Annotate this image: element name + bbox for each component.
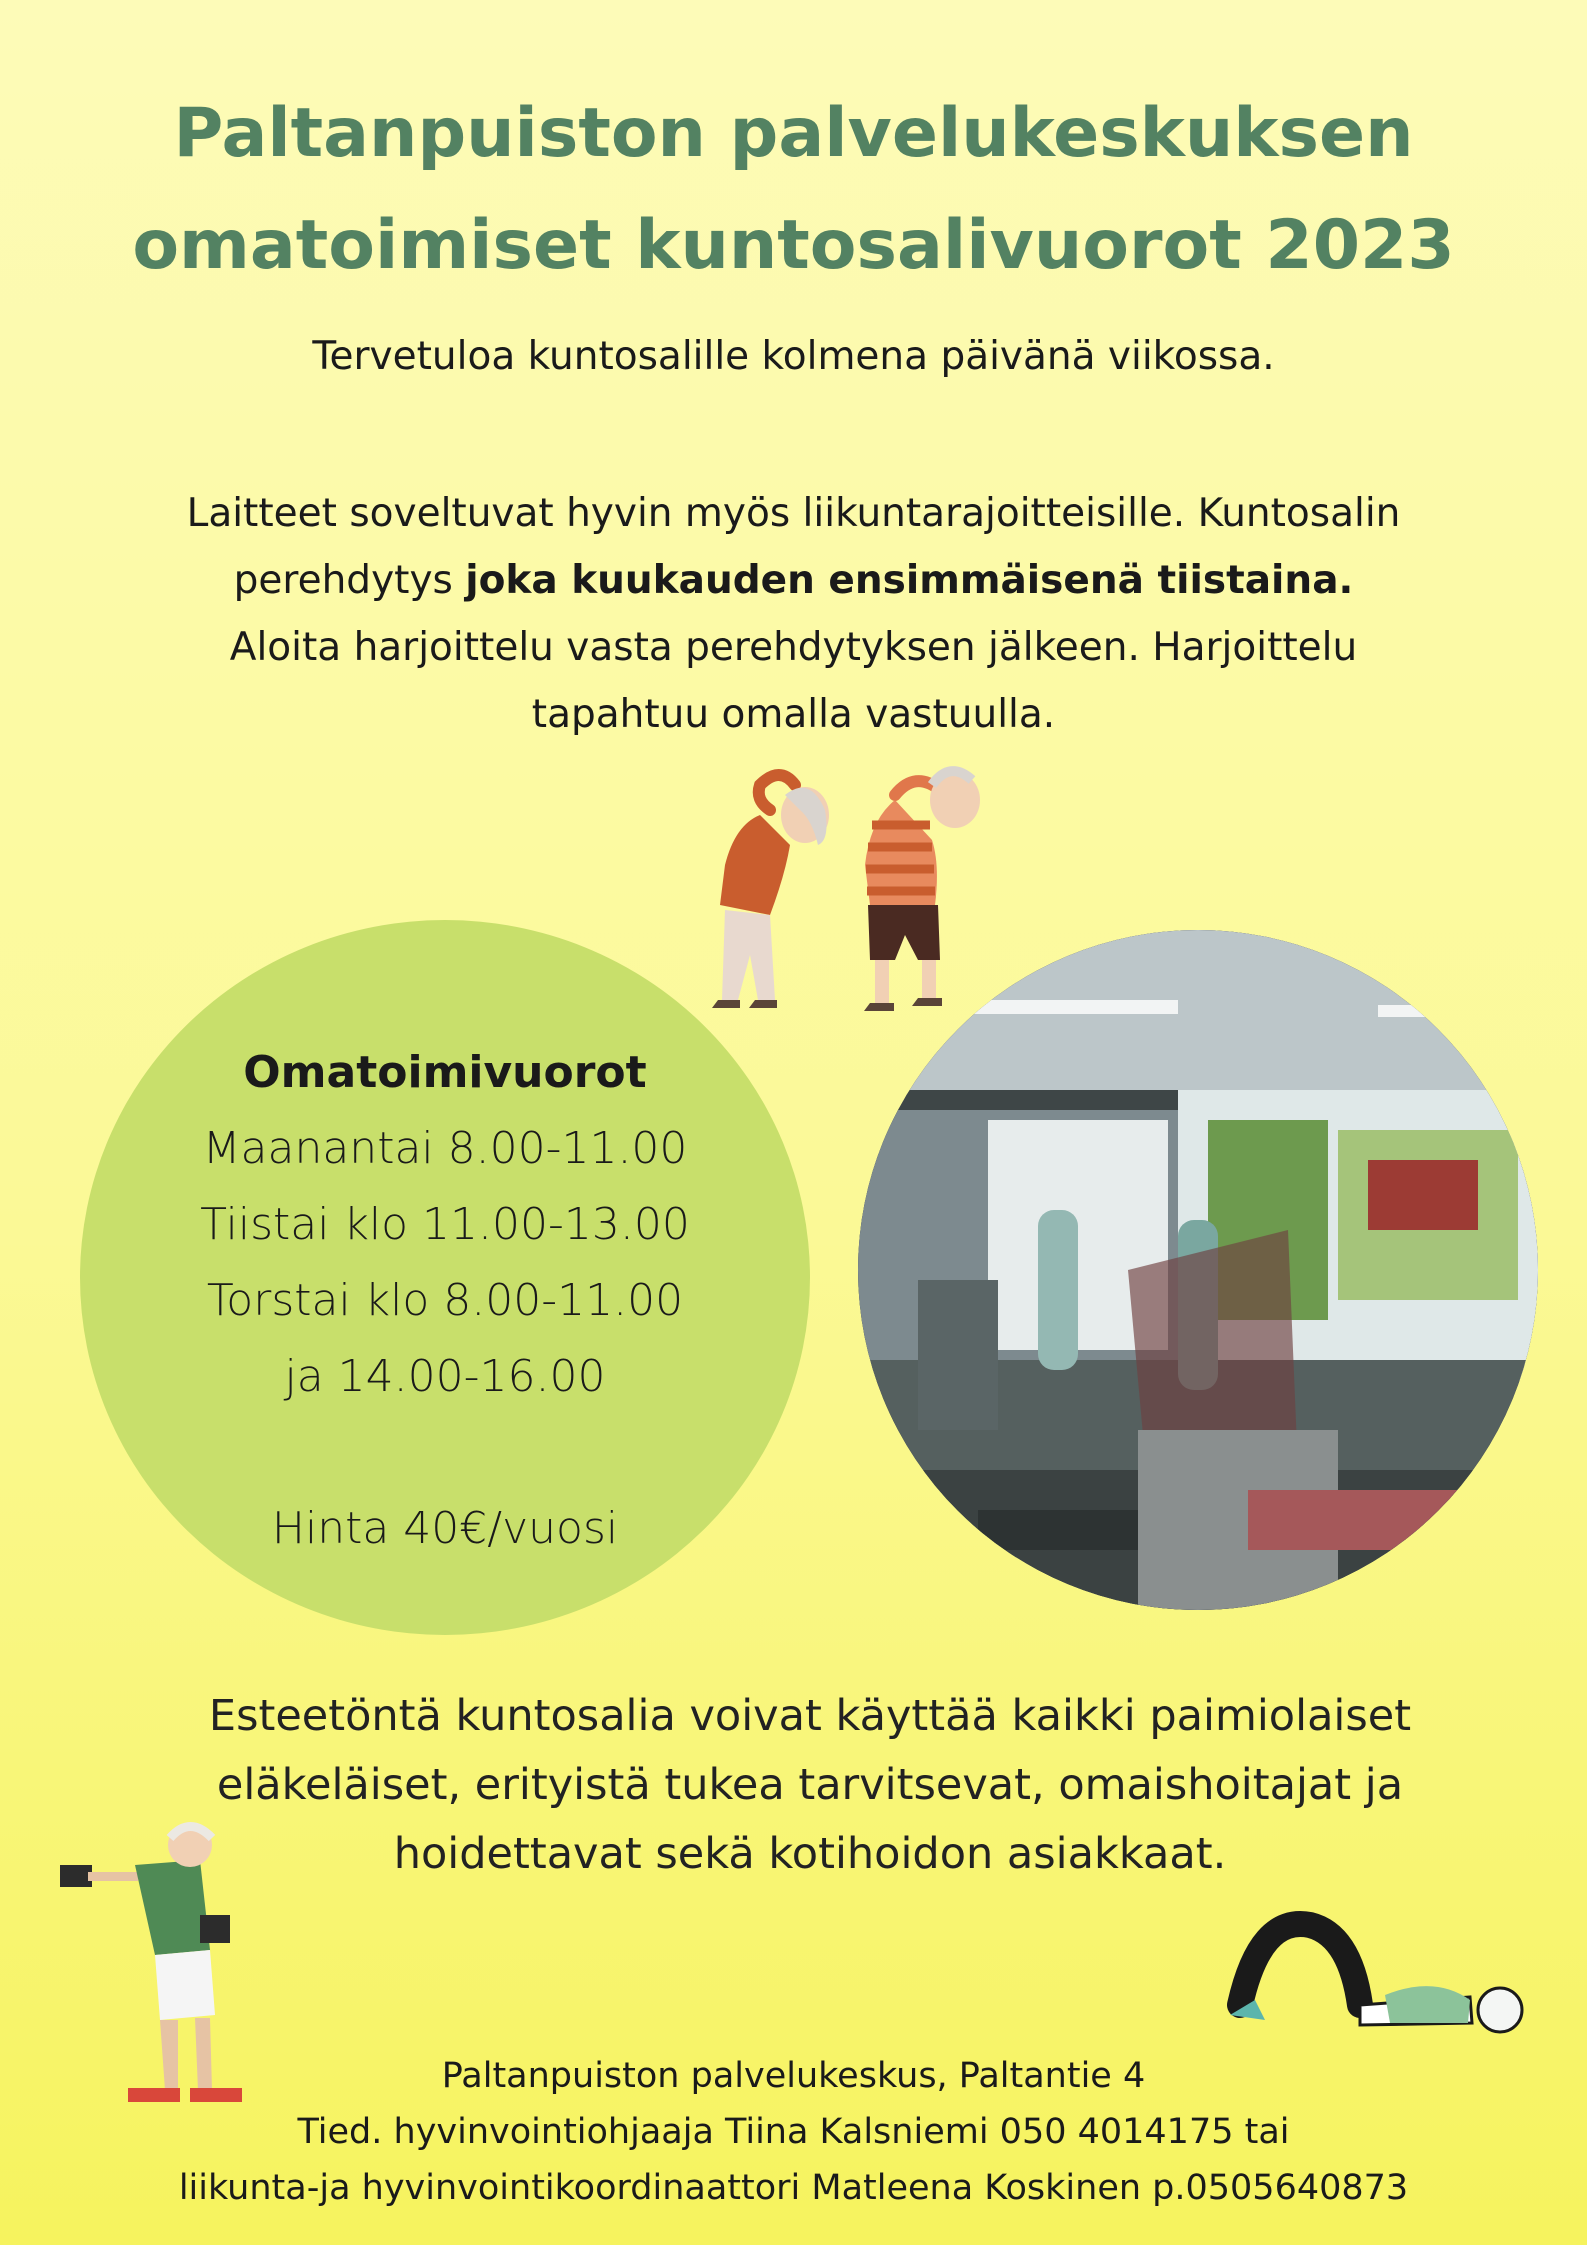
title-line-1: Paltanpuiston palvelukeskuksen [173,94,1414,173]
schedule-line-thursday-afternoon: ja 14.00-16.00 [284,1351,606,1402]
info-line-1: Laitteet soveltuvat hyvin myös liikuntarajoitteisille. Kuntosalin [186,491,1401,536]
schedule-line-thursday: Torstai klo 8.00-11.00 [206,1275,684,1326]
footer [0,2048,1587,2216]
info-line-2-prefix: perehdytys [233,558,466,603]
eligibility-text [130,1682,1490,1889]
eligibility-line-1: Esteetöntä kuntosalia voivat käyttää kaikki paimiolaiset [208,1691,1412,1741]
footer-contact-2: liikunta-ja hyvinvointikoordinaattori Matleena Koskinen p.0505640873 [178,2168,1409,2208]
elderly-stretching-illustration [700,755,1020,1025]
info-line-2-bold: joka kuukauden ensimmäisenä tiistaina. [465,558,1354,603]
info-paragraph [40,480,1547,748]
footer-contact-1: Tied. hyvinvointiohjaaja Tiina Kalsniemi 050 4014175 tai [297,2112,1290,2152]
price-text: Hinta 40€/vuosi [271,1503,619,1554]
intro-text: Tervetuloa kuntosalille kolmena päivänä viikossa. [312,334,1275,379]
gym-photo [858,930,1538,1610]
info-line-4: tapahtuu omalla vastuulla. [531,692,1056,737]
info-line-3: Aloita harjoittelu vasta perehdytyksen jälkeen. Harjoittelu [229,625,1358,670]
eligibility-line-2: eläkeläiset, erityistä tukea tarvitsevat, omaishoitajat ja [216,1760,1404,1810]
footer-address: Paltanpuiston palvelukeskus, Paltantie 4 [441,2056,1146,2096]
floor-exercise-illustration [1210,1905,1550,2045]
page-title [0,78,1587,302]
eligibility-line-3: hoidettavat sekä kotihoidon asiakkaat. [393,1829,1227,1879]
title-line-2: omatoimiset kuntosalivuorot 2023 [132,206,1455,285]
schedule-block [80,1035,810,1567]
schedule-line-tuesday: Tiistai klo 11.00-13.00 [200,1199,690,1250]
schedule-heading: Omatoimivuorot [243,1047,647,1098]
schedule-line-monday: Maanantai 8.00-11.00 [202,1123,688,1174]
